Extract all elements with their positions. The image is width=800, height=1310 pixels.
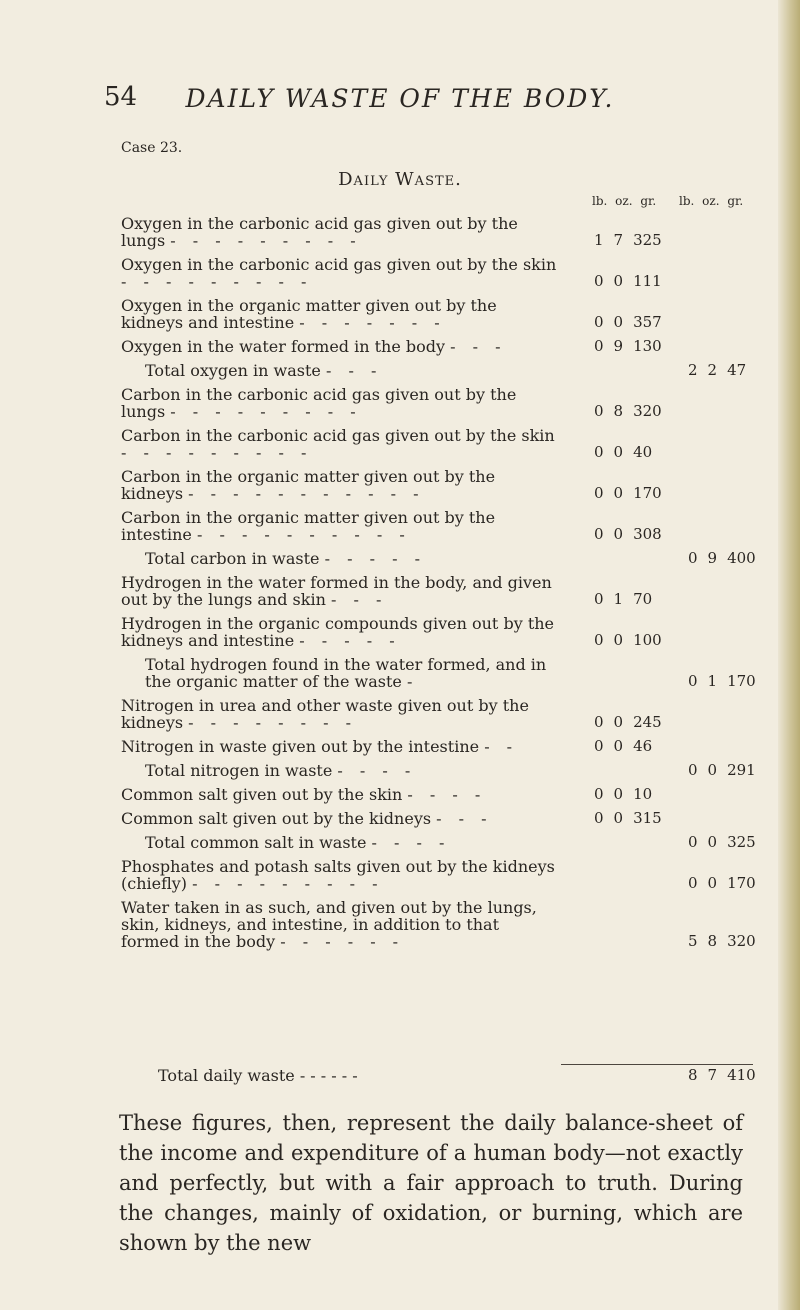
total-value: 5 8 320 [688,932,756,950]
row-label: Common salt given out by the skin - - - - [121,785,487,804]
item-value: 0 0 170 [594,484,662,502]
grand-total-value: 8 7 410 [688,1066,756,1084]
row-label: Common salt given out by the kidneys - - - [121,809,493,828]
running-head: DAILY WASTE OF THE BODY. [185,84,615,113]
table-row [121,386,761,427]
row-label: Oxygen in the organic matter given out by the kidneys and intestine - - - - - - - [121,296,497,332]
row-label: Water taken in as such, and given out by the lungs, skin, kidneys, and intestine, in addition to that formed in the body - - - - - - [121,898,537,951]
total-value: 0 9 400 [688,549,756,567]
table-row [121,297,761,338]
total-value: 2 2 47 [688,361,747,379]
table-title: Daily Waste. [338,169,462,190]
table-row [121,786,761,810]
row-label: Nitrogen in waste given out by the intestine - - [121,737,519,756]
total-rule [561,1064,753,1065]
page-number: 54 [104,82,138,112]
row-label: Carbon in the organic matter given out by the kidneys - - - - - - - - - - - [121,467,496,503]
item-value: 0 0 111 [594,272,662,290]
item-value: 0 1 70 [594,590,653,608]
column-header-totals: lb. oz. gr. [679,194,744,208]
item-value: 0 9 130 [594,337,662,355]
row-label: Nitrogen in urea and other waste given out by the kidneys - - - - - - - - [121,696,529,732]
table-row [121,338,761,362]
table-row [121,427,761,468]
table-row [121,858,761,899]
case-label: Case 23. [121,140,183,156]
table-row [121,256,761,297]
item-value: 0 0 100 [594,631,662,649]
item-value: 0 0 10 [594,785,653,803]
row-label: Hydrogen in the organic compounds given out by the kidneys and intestine - - - - - [121,614,555,650]
item-value: 0 0 46 [594,737,653,755]
table-row [121,810,761,834]
row-label: Total nitrogen in waste - - - - [145,761,417,780]
row-label: Oxygen in the water formed in the body - - - [121,337,507,356]
table-row [121,215,761,256]
body-paragraph: These figures, then, represent the daily balance-sheet of the income and expenditure of a human body—not exactly and perfectly, but with a fair approach to truth. During the changes, mainly of oxidation, or burning, which are shown by the new [119,1111,743,1255]
total-value: 0 0 325 [688,833,756,851]
table-row [121,697,761,738]
column-header-items: lb. oz. gr. [592,194,657,208]
item-value: 0 0 245 [594,713,662,731]
total-value: 0 1 170 [688,672,756,690]
item-value: 0 0 308 [594,525,662,543]
row-label: Carbon in the carbonic acid gas given out by the lungs - - - - - - - - - [121,385,517,421]
total-value: 0 0 170 [688,874,756,892]
item-value: 0 0 315 [594,809,662,827]
total-row [121,550,761,574]
total-row [121,656,761,697]
table-row [121,899,761,957]
item-value: 0 0 357 [594,313,662,331]
table-row [121,738,761,762]
row-label: Carbon in the carbonic acid gas given out by the skin - - - - - - - - - [121,426,555,462]
row-label: Oxygen in the carbonic acid gas given out by the lungs - - - - - - - - - [121,214,518,250]
row-label: Total oxygen in waste - - - [145,361,383,380]
table-row [121,509,761,550]
row-label: Total common salt in waste - - - - [145,833,451,852]
row-label: Oxygen in the carbonic acid gas given out by the skin - - - - - - - - - [121,255,557,291]
total-value: 0 0 291 [688,761,756,779]
total-row [121,834,761,858]
row-label: Phosphates and potash salts given out by the kidneys (chiefly) - - - - - - - - - [121,857,555,893]
waste-table [121,215,761,957]
table-row [121,615,761,656]
table-row [121,468,761,509]
table-row [121,574,761,615]
page-edge [778,0,800,1310]
grand-total-label: Total daily waste - - - - - - [158,1066,358,1085]
item-value: 0 8 320 [594,402,662,420]
row-label: Hydrogen in the water formed in the body, and given out by the lungs and skin - - - [121,573,552,609]
row-label: Carbon in the organic matter given out by the intestine - - - - - - - - - - [121,508,496,544]
total-row [121,362,761,386]
total-row [121,762,761,786]
item-value: 0 0 40 [594,443,653,461]
row-label: Total hydrogen found in the water formed, and in the organic matter of the waste - [145,655,547,691]
item-value: 1 7 325 [594,231,662,249]
row-label: Total carbon in waste - - - - - [145,549,426,568]
